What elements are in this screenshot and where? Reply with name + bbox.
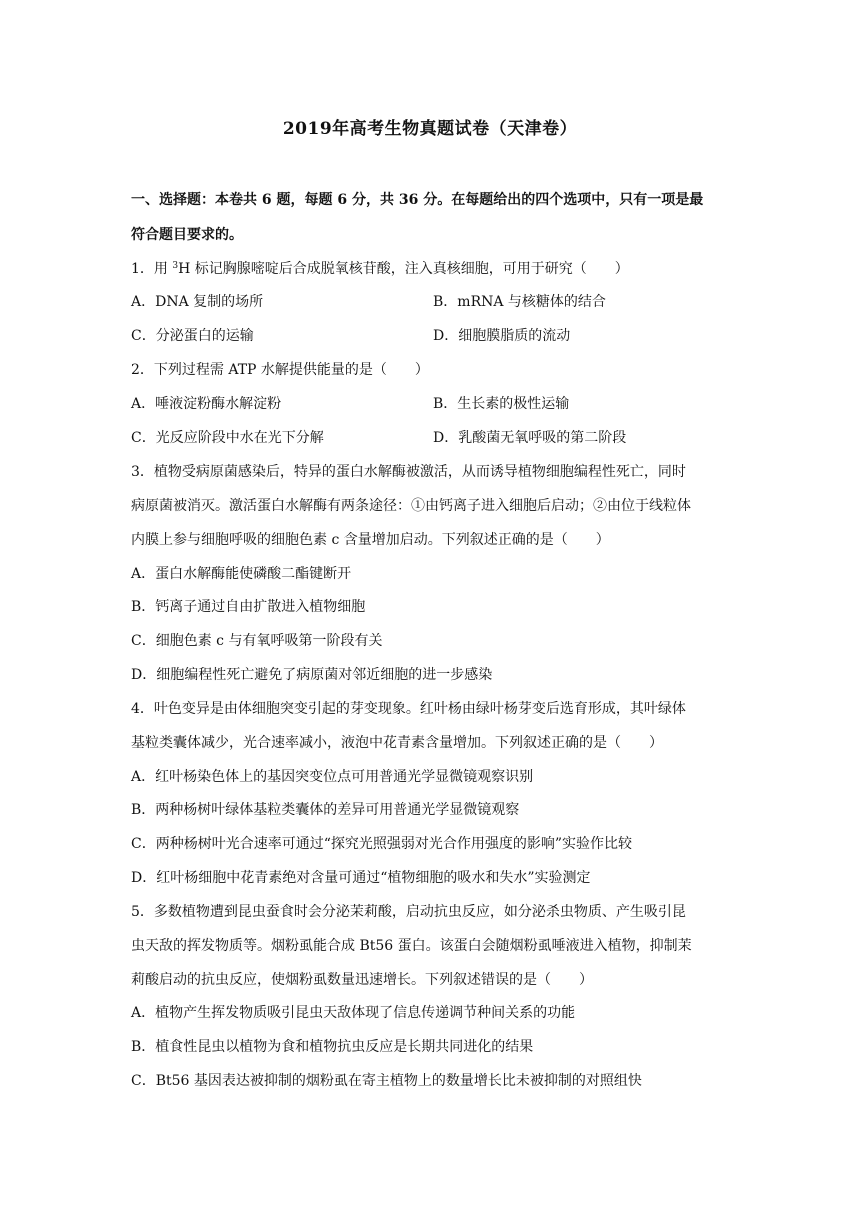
section-heading-line-1: 一、选择题：本卷共 6 题，每题 6 分，共 36 分。在每题给出的四个选项中，只有一项是最 — [131, 192, 704, 208]
question-5-option-a: A．植物产生挥发物质吸引昆虫天敌体现了信息传递调节种间关系的功能 — [131, 1005, 576, 1021]
question-4-stem-line-1: 4．叶色变异是由体细胞突变引起的芽变现象。红叶杨由绿叶杨芽变后选育形成，其叶绿体 — [131, 701, 686, 717]
question-1-option-d: D．细胞膜脂质的流动 — [433, 328, 571, 344]
question-2-option-c: C．光反应阶段中水在光下分解 — [131, 430, 324, 446]
question-3-stem-line-3: 内膜上参与细胞呼吸的细胞色素 c 含量增加启动。下列叙述正确的是（ ） — [131, 532, 610, 548]
question-3-option-c: C．细胞色素 c 与有氧呼吸第一阶段有关 — [131, 633, 383, 649]
question-3-stem-line-2: 病原菌被消灭。激活蛋白水解酶有两条途径：①由钙离子进入细胞后启动；②由位于线粒体 — [131, 498, 691, 514]
question-4-stem-line-2: 基粒类囊体减少，光合速率减小，液泡中花青素含量增加。下列叙述正确的是（ ） — [131, 735, 663, 751]
question-1-options-row-1 — [131, 292, 741, 312]
question-2-options-row-1 — [131, 394, 741, 414]
question-3-stem-line-1: 3．植物受病原菌感染后，特异的蛋白水解酶被激活，从而诱导植物细胞编程性死亡，同时 — [131, 464, 686, 480]
question-2-option-d: D．乳酸菌无氧呼吸的第二阶段 — [433, 430, 627, 446]
question-5-option-b: B．植食性昆虫以植物为食和植物抗虫反应是长期共同进化的结果 — [131, 1039, 534, 1055]
question-4-option-a: A．红叶杨染色体上的基因突变位点可用普通光学显微镜观察识别 — [131, 769, 534, 785]
question-4-option-c: C．两种杨树叶光合速率可通过“探究光照强弱对光合作用强度的影响”实验作比较 — [131, 836, 633, 852]
question-5-stem-line-2: 虫天敌的挥发物质等。烟粉虱能合成 Bt56 蛋白。该蛋白会随烟粉虱唾液进入植物，抑制茉 — [131, 938, 692, 954]
question-3-option-a: A．蛋白水解酶能使磷酸二酯键断开 — [131, 566, 352, 582]
question-1-option-b: B．mRNA 与核糖体的结合 — [433, 294, 606, 310]
question-5-stem-line-1: 5．多数植物遭到昆虫蚕食时会分泌茉莉酸，启动抗虫反应，如分泌杀虫物质、产生吸引昆 — [131, 904, 686, 920]
question-2-stem: 2．下列过程需 ATP 水解提供能量的是（ ） — [131, 362, 429, 378]
page-title: 2019年高考生物真题试卷（天津卷） — [282, 119, 578, 139]
question-1-prefix: 1．用 — [131, 261, 173, 277]
question-1-option-c: C．分泌蛋白的运输 — [131, 328, 254, 344]
question-2-option-a: A．唾液淀粉酶水解淀粉 — [131, 396, 282, 412]
question-5-stem-line-3: 莉酸启动的抗虫反应，使烟粉虱数量迅速增长。下列叙述错误的是（ ） — [131, 972, 593, 988]
question-3-option-b: B．钙离子通过自由扩散进入植物细胞 — [131, 599, 366, 615]
question-1-stem — [131, 259, 741, 279]
question-2-options-row-2 — [131, 428, 741, 448]
question-4-option-d: D．红叶杨细胞中花青素绝对含量可通过“植物细胞的吸水和失水”实验测定 — [131, 870, 591, 886]
section-heading-line-2: 符合题目要求的。 — [131, 227, 243, 243]
question-1-option-a: A．DNA 复制的场所 — [131, 294, 264, 310]
isotope-superscript: 3 — [172, 261, 179, 271]
question-3-option-d: D．细胞编程性死亡避免了病原菌对邻近细胞的进一步感染 — [131, 667, 493, 683]
question-1-text: H 标记胸腺嘧啶后合成脱氧核苷酸，注入真核细胞，可用于研究（ ） — [178, 261, 629, 277]
question-5-option-c: C．Bt56 基因表达被抑制的烟粉虱在寄主植物上的数量增长比未被抑制的对照组快 — [131, 1073, 642, 1089]
question-1-options-row-2 — [131, 326, 741, 346]
question-4-option-b: B．两种杨树叶绿体基粒类囊体的差异可用普通光学显微镜观察 — [131, 802, 520, 818]
question-2-option-b: B．生长素的极性运输 — [433, 396, 570, 412]
